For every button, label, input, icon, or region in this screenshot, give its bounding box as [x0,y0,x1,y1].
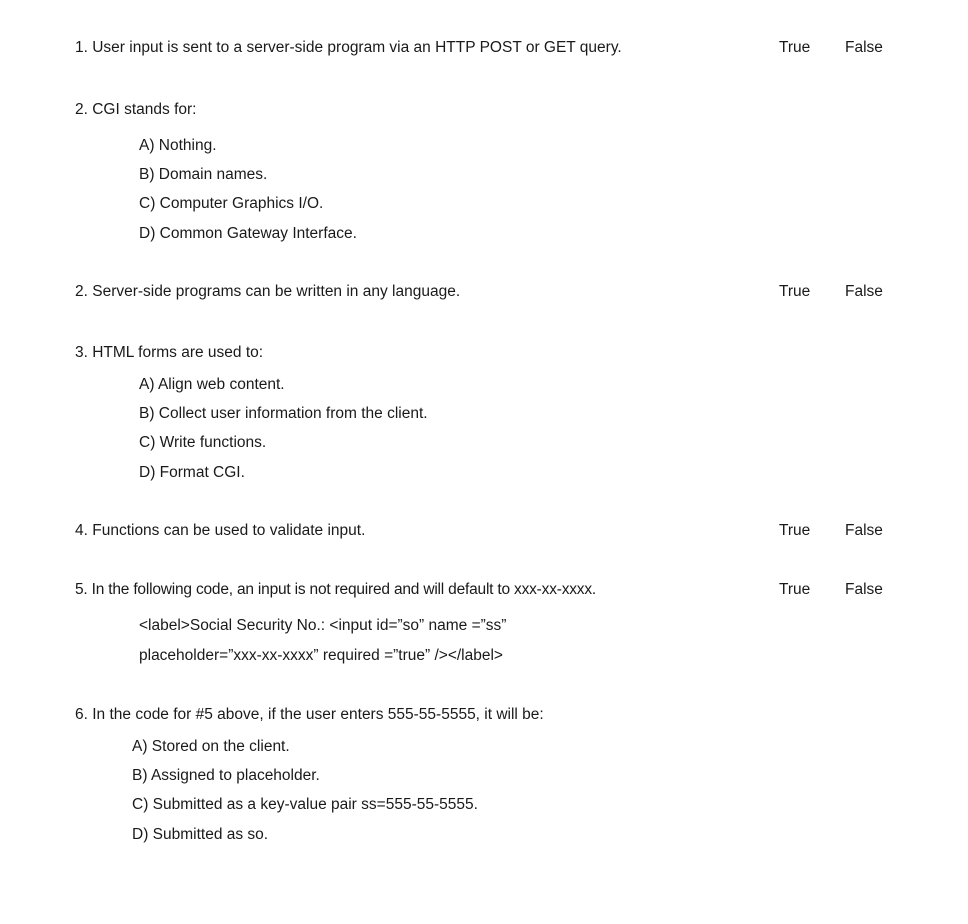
question-3-option-c: C) Write functions. [139,434,267,451]
question-3-option-d: D) Format CGI. [139,464,245,481]
question-2b-false-option: False [845,283,883,300]
question-1-false-option: False [845,39,883,56]
question-4-false-option: False [845,522,883,539]
question-1-true-option: True [779,39,811,56]
question-6-option-b: B) Assigned to placeholder. [132,767,320,784]
question-5-true-option: True [779,581,811,598]
question-4-text: 4. Functions can be used to validate input. [75,522,366,539]
question-6-option-a: A) Stored on the client. [132,738,290,755]
question-1-text: 1. User input is sent to a server-side program via an HTTP POST or GET query. [75,39,622,56]
question-5-code-line-1: <label>Social Security No.: <input id=”so” name =”ss” [139,617,507,634]
question-2-option-d: D) Common Gateway Interface. [139,225,357,242]
question-2-option-c: C) Computer Graphics I/O. [139,195,324,212]
question-2b-text: 2. Server-side programs can be written in any language. [75,283,461,300]
question-2-option-b: B) Domain names. [139,166,268,183]
question-2b-true-option: True [779,283,811,300]
question-3-option-a: A) Align web content. [139,376,285,393]
question-5-text: 5. In the following code, an input is not required and will default to xxx-xx-xxxx. [75,581,597,598]
question-6-option-c: C) Submitted as a key-value pair ss=555-55-5555. [132,796,478,813]
question-6-option-d: D) Submitted as so. [132,826,269,843]
question-3-text: 3. HTML forms are used to: [75,344,264,361]
question-5-false-option: False [845,581,883,598]
question-2-text: 2. CGI stands for: [75,101,197,118]
question-2-option-a: A) Nothing. [139,137,217,154]
question-3-option-b: B) Collect user information from the client. [139,405,428,422]
question-5-code-line-2: placeholder=”xxx-xx-xxxx” required =”true” /></label> [139,647,503,664]
question-4-true-option: True [779,522,811,539]
question-6-text: 6. In the code for #5 above, if the user enters 555-55-5555, it will be: [75,706,544,723]
